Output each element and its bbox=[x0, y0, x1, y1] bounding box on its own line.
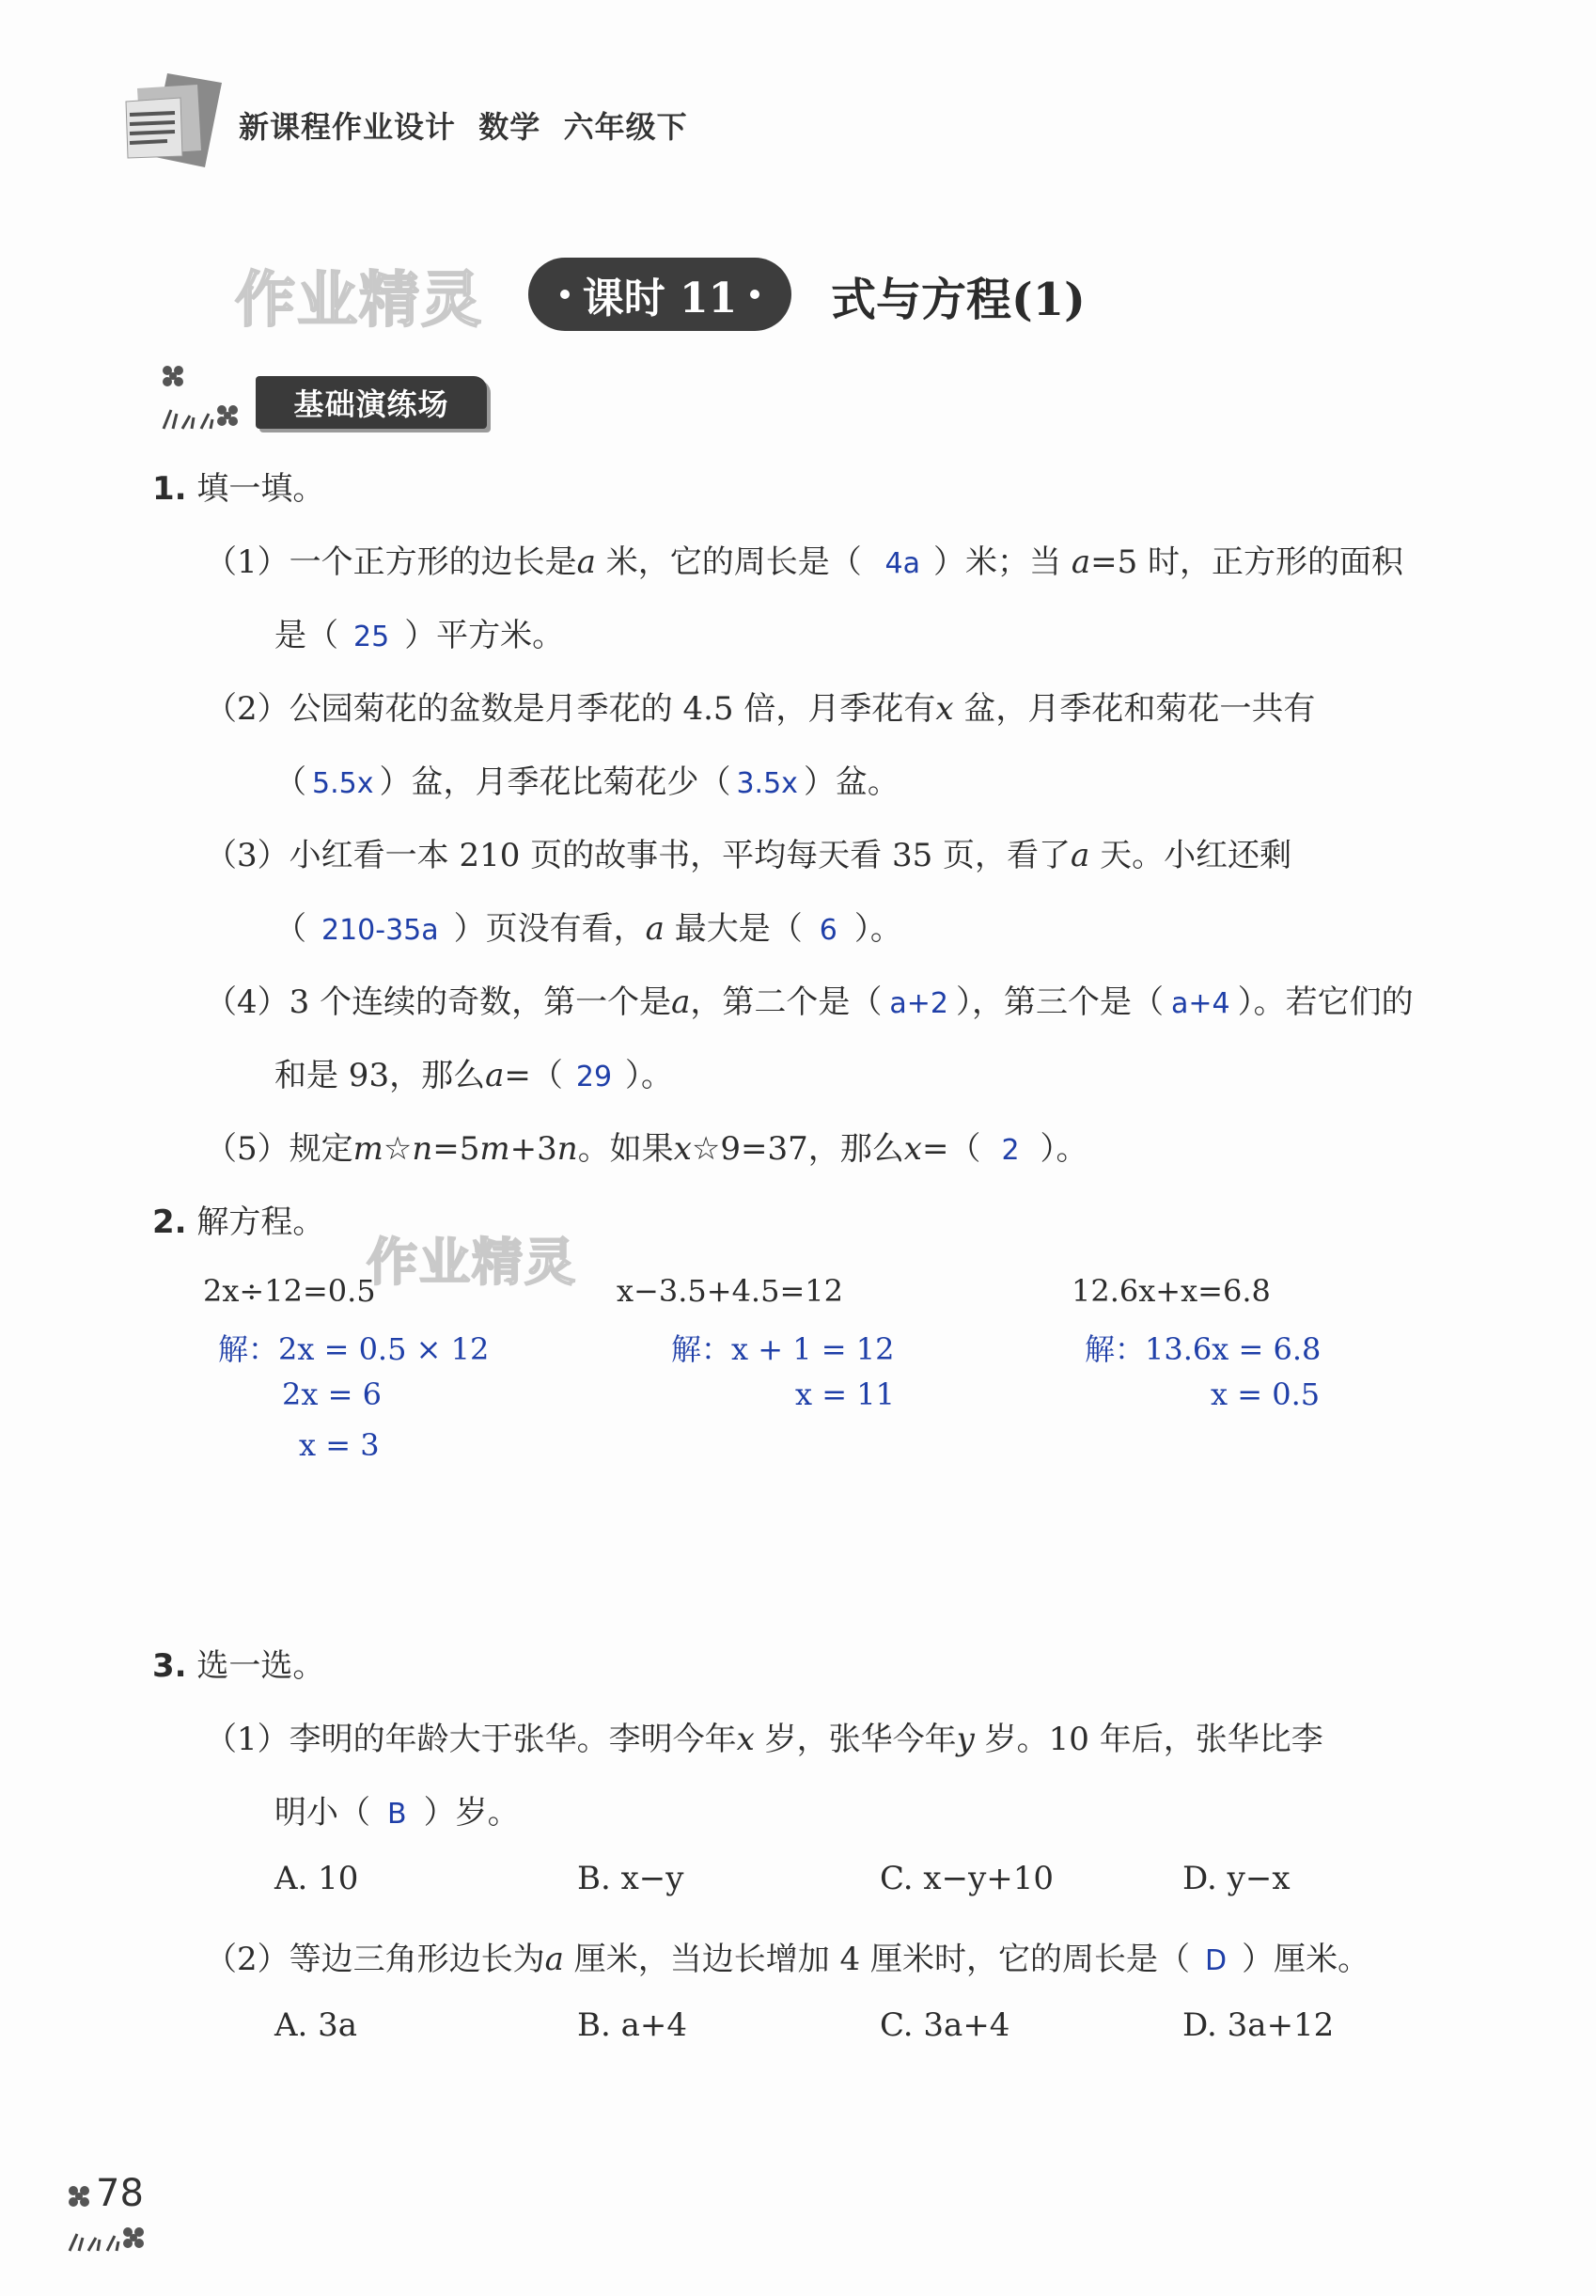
eq1-step3: x = 3 bbox=[299, 1427, 380, 1463]
q1-part1-line1: （1）一个正方形的边长是a 米，它的周长是（ 4a ）米；当 a=5 时，正方形的面积 bbox=[205, 543, 1404, 581]
watermark: 作业精灵 bbox=[235, 266, 483, 336]
lesson-label: 课时 11 bbox=[582, 275, 738, 322]
page-number: 78 bbox=[96, 2172, 144, 2215]
watermark: 作业精灵 bbox=[367, 1233, 577, 1292]
q1-part3-line1: （3）小红看一本 210 页的故事书，平均每天看 35 页，看了a 天。小红还剩 bbox=[205, 837, 1292, 874]
answer: 5.5x bbox=[312, 767, 374, 800]
q1-part4-line2: 和是 93，那么a=（ 29 ）。 bbox=[274, 1057, 674, 1094]
answer: 29 bbox=[575, 1061, 613, 1093]
q1-part5-line1: （5）规定m☆n=5m+3n。如果x☆9=37，那么x=（ 2 ）。 bbox=[205, 1130, 1088, 1168]
q3-part1-option-b: B. x−y bbox=[577, 1860, 684, 1897]
header-title: 新课程作业设计 数学 六年级下 bbox=[239, 109, 688, 145]
question-title: 填一填。 bbox=[196, 470, 325, 508]
flower-grass-icon bbox=[154, 357, 248, 432]
q3-part2-option-d: D. 3a+12 bbox=[1182, 2006, 1335, 2044]
q1-part4-line1: （4）3 个连续的奇数，第一个是a，第二个是（ a+2 ），第三个是（ a+4 ）。若它们的 bbox=[205, 983, 1414, 1021]
answer: 4a bbox=[884, 547, 921, 580]
q3-part2-option-a: A. 3a bbox=[274, 2006, 358, 2044]
question-1-heading bbox=[152, 463, 324, 509]
question-number: 1. bbox=[152, 470, 187, 508]
question-2-heading bbox=[152, 1196, 324, 1242]
equation-1: 2x÷12=0.5 bbox=[203, 1273, 376, 1309]
eq2-step2: x = 11 bbox=[795, 1376, 895, 1412]
eq1-step2: 2x = 6 bbox=[282, 1376, 382, 1412]
lesson-title: 式与方程(1) bbox=[831, 274, 1086, 326]
eq3-step2: x = 0.5 bbox=[1211, 1376, 1321, 1412]
q3-part1-option-c: C. x−y+10 bbox=[880, 1860, 1055, 1897]
q3-part1-line2: 明小（ B ）岁。 bbox=[274, 1794, 520, 1832]
q1-part2-line1: （2）公园菊花的盆数是月季花的 4.5 倍，月季花有x 盆，月季花和菊花一共有 bbox=[205, 690, 1316, 728]
eq1-step1: 解：2x = 0.5 × 12 bbox=[218, 1331, 490, 1367]
q1-part1-line2: 是（ 25 ）平方米。 bbox=[274, 617, 565, 654]
q3-part2-option-c: C. 3a+4 bbox=[880, 2006, 1010, 2044]
book-stack-icon bbox=[120, 64, 224, 167]
q1-part2-line2: （ 5.5x ）盆，月季花比菊花少（ 3.5x ）盆。 bbox=[274, 763, 900, 801]
bullet-dot-icon bbox=[750, 290, 759, 299]
q1-part3-line2: （ 210-35a ）页没有看，a 最大是（ 6 ）。 bbox=[274, 910, 902, 948]
question-3-heading bbox=[152, 1640, 324, 1686]
answer: D bbox=[1204, 1944, 1228, 1977]
section-banner: 基础演练场 bbox=[256, 376, 487, 429]
equation-3: 12.6x+x=6.8 bbox=[1072, 1273, 1271, 1309]
q3-part1-option-a: A. 10 bbox=[274, 1860, 359, 1897]
question-title: 解方程。 bbox=[196, 1203, 325, 1241]
answer: a+4 bbox=[1170, 987, 1230, 1020]
answer: 2 bbox=[1001, 1134, 1020, 1167]
q3-part1-line1: （1）李明的年龄大于张华。李明今年x 岁，张华今年y 岁。10 年后，张华比李 bbox=[205, 1721, 1323, 1758]
answer: a+2 bbox=[889, 987, 948, 1020]
answer: 6 bbox=[819, 914, 837, 947]
question-number: 2. bbox=[152, 1203, 187, 1241]
q3-part1-option-d: D. y−x bbox=[1182, 1860, 1291, 1897]
question-number: 3. bbox=[152, 1647, 187, 1685]
q3-part2-option-b: B. a+4 bbox=[577, 2006, 687, 2044]
question-title: 选一选。 bbox=[196, 1647, 325, 1685]
answer: B bbox=[387, 1798, 407, 1831]
eq2-step1: 解：x + 1 = 12 bbox=[671, 1331, 895, 1367]
bullet-dot-icon bbox=[560, 290, 570, 299]
answer: 210-35a bbox=[321, 914, 439, 947]
answer: 25 bbox=[353, 621, 390, 653]
eq3-step1: 解：13.6x = 6.8 bbox=[1085, 1331, 1322, 1367]
equation-2: x−3.5+4.5=12 bbox=[617, 1273, 843, 1309]
q3-part2-line1: （2）等边三角形边长为a 厘米，当边长增加 4 厘米时，它的周长是（ D ）厘米。 bbox=[205, 1941, 1370, 1978]
answer: 3.5x bbox=[736, 767, 798, 800]
lesson-badge bbox=[528, 258, 791, 331]
